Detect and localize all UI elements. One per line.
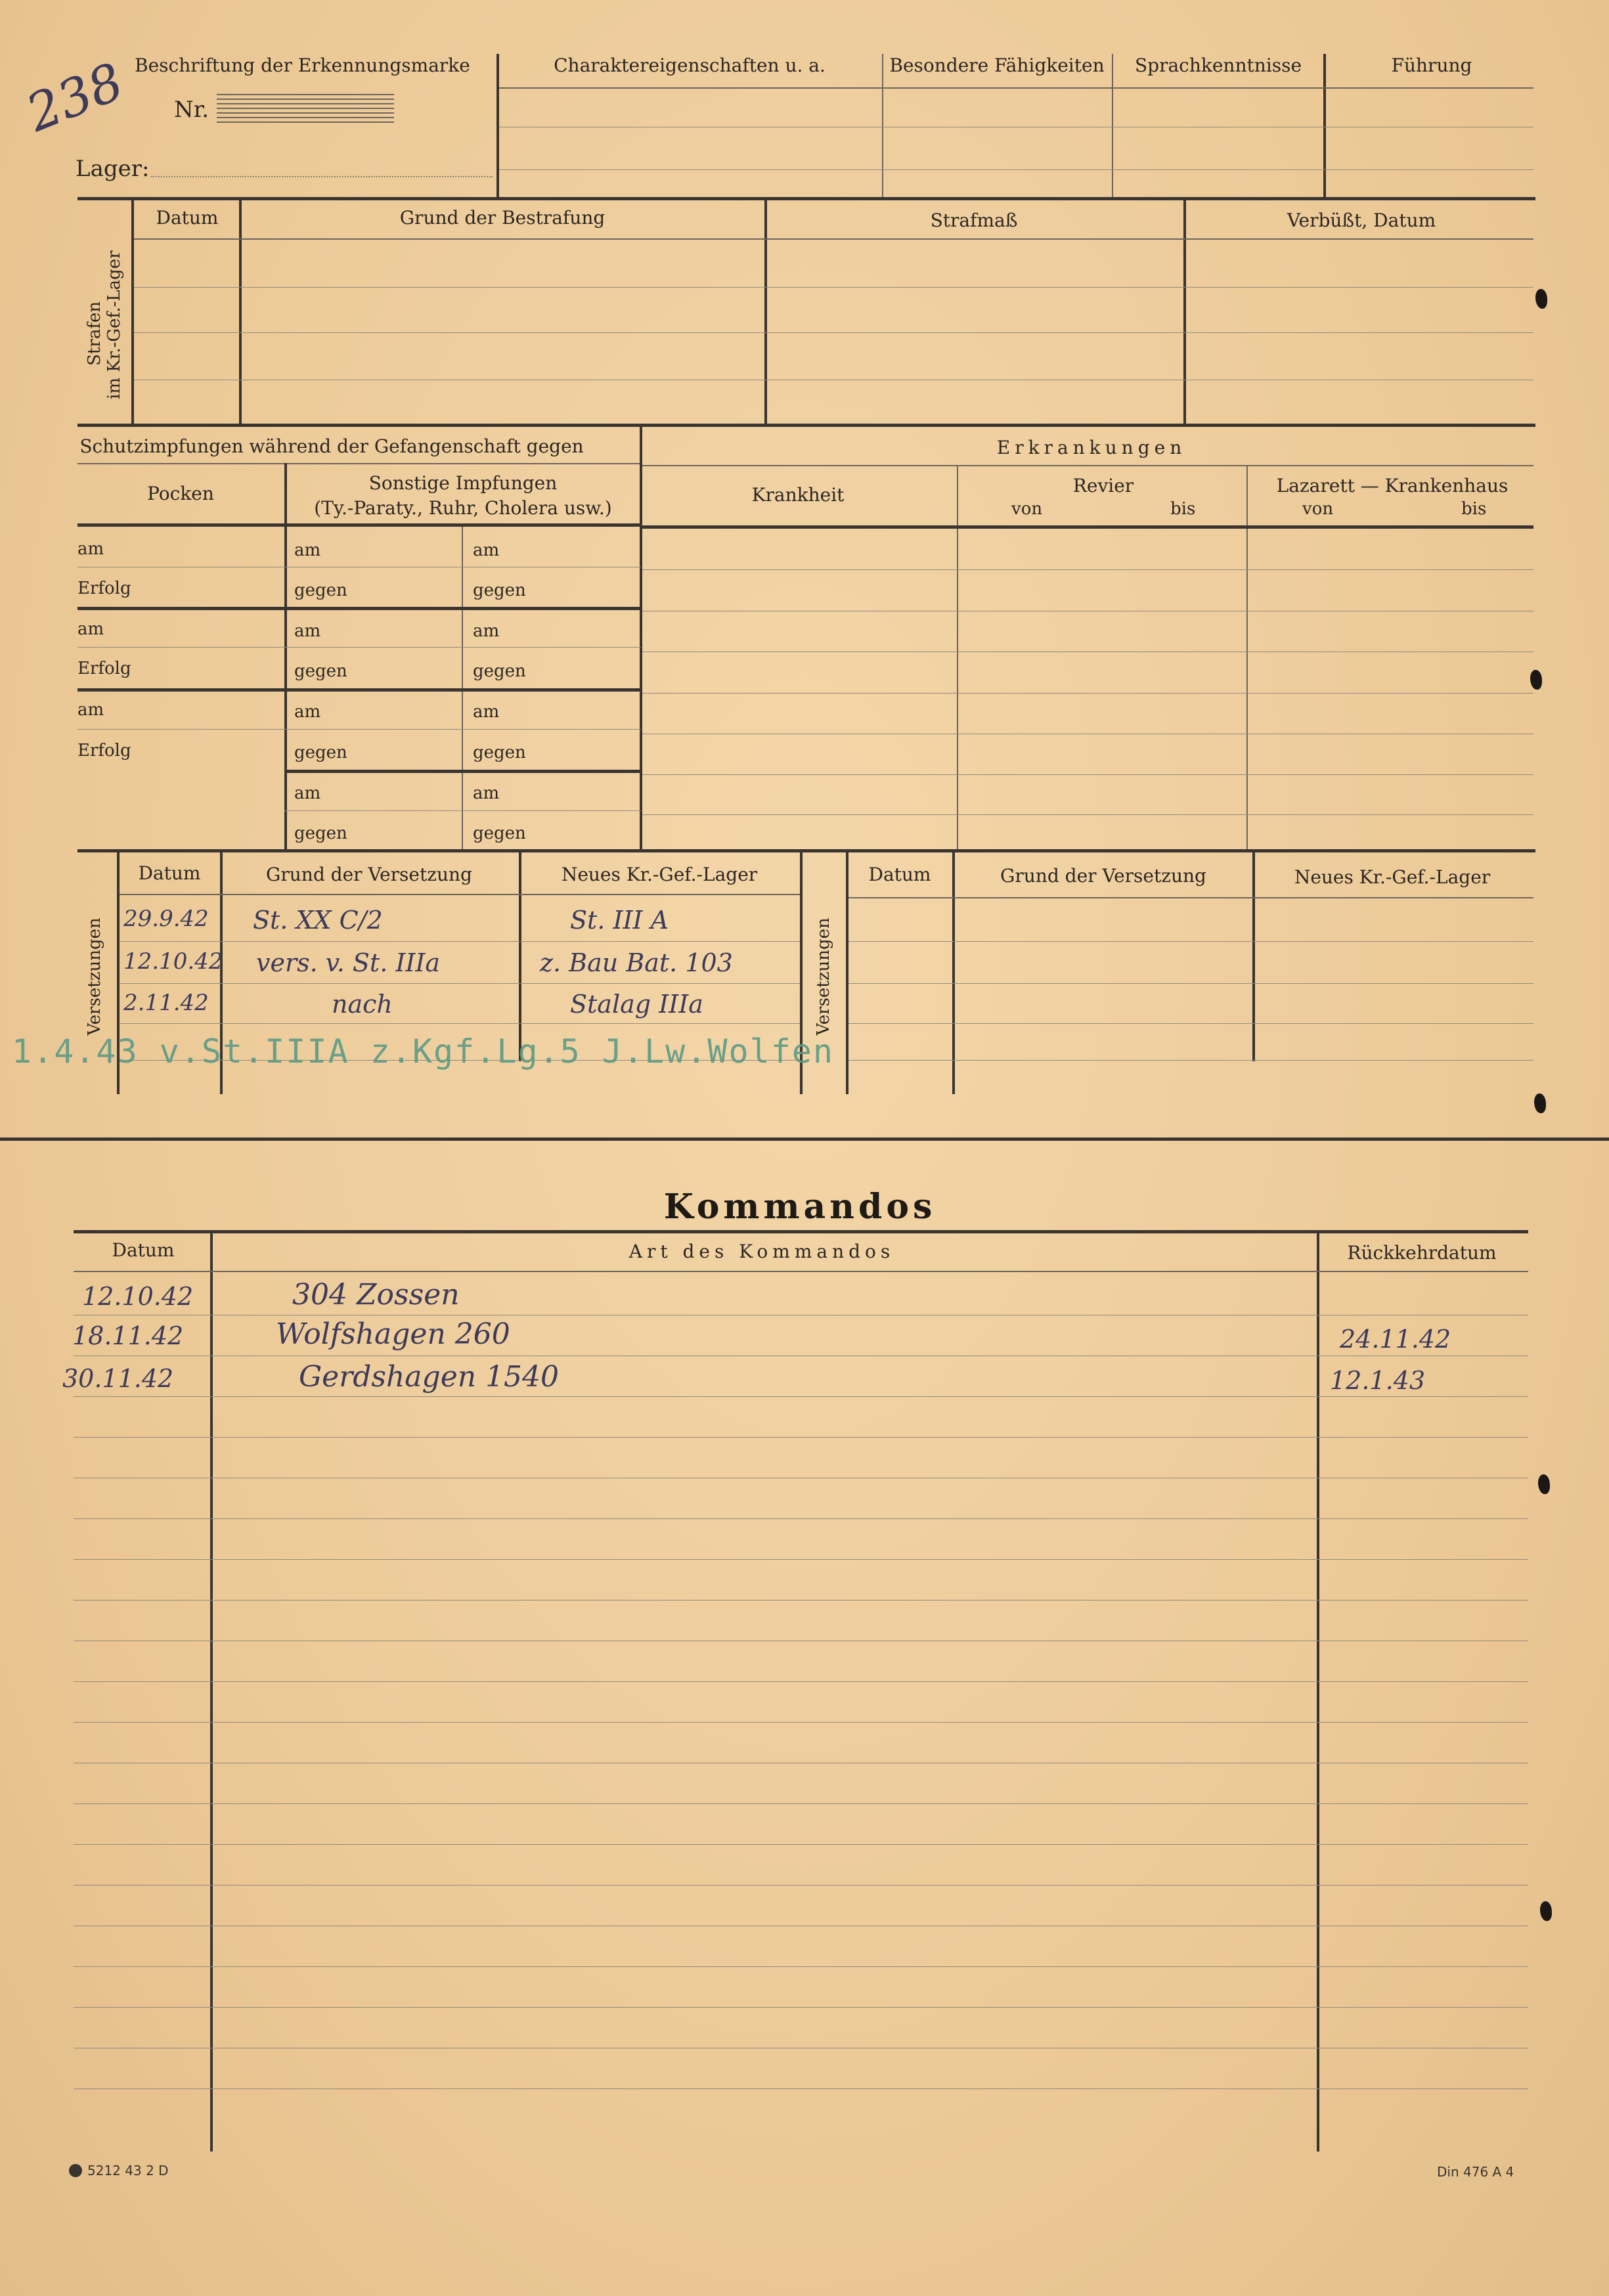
kommando-row-line [74, 1885, 1528, 1886]
vers-entry-1-lager: z. Bau Bat. 103 [540, 948, 733, 977]
strafen-col-verbuesst: Verbüßt, Datum [1287, 210, 1436, 231]
kommandos-col-datum: Datum [112, 1239, 175, 1261]
vers-entry-2-date: 2.11.42 [123, 990, 209, 1016]
card-number: 238 [18, 52, 132, 144]
erkrankungen-lazarett: Lazarett — Krankenhaus [1276, 475, 1509, 497]
vers-col-datum-left: Datum [138, 862, 201, 884]
kommando-0-date: 12.10.42 [82, 1282, 194, 1311]
kommando-row-line [74, 1396, 1528, 1397]
kommando-row-line [74, 2088, 1528, 2089]
kommando-1-art: Wolfshagen 260 [276, 1317, 510, 1351]
kommandos-title: Kommandos [663, 1187, 937, 1227]
impf-r5-mid: gegen [294, 743, 347, 762]
erkrankungen-title: Erkrankungen [996, 437, 1187, 458]
punch-hole [1530, 670, 1542, 690]
vers-entry-1-date: 12.10.42 [123, 948, 223, 975]
erkrankungen-revier: Revier [1072, 475, 1134, 497]
impfungen-pocken: Pocken [147, 483, 214, 504]
vers-col-lager-right: Neues Kr.-Gef.-Lager [1294, 866, 1491, 888]
impf-r7-mid: gegen [294, 824, 347, 843]
impf-r0-left: am [77, 539, 104, 559]
vers-col-grund-left: Grund der Versetzung [266, 864, 472, 885]
punch-hole [1535, 289, 1547, 309]
vers-entry-0-lager: St. III A [570, 906, 669, 935]
kommando-1-rueckkehr: 24.11.42 [1340, 1325, 1451, 1354]
lazarett-von: von [1302, 499, 1334, 519]
kommando-row-line [74, 1437, 1528, 1438]
transfer-stamp: 1.4.43 v.St.IIIA z.Kgf.Lg.5 J.Lw.Wolfen [12, 1032, 834, 1071]
impfungen-sonstige-2: (Ty.-Paraty., Ruhr, Cholera usw.) [314, 497, 612, 519]
versetzungen-side-label-left: Versetzungen [85, 917, 105, 1036]
beschriftung-label: Beschriftung der Erkennungsmarke [135, 55, 470, 76]
impf-r2-left: am [77, 619, 104, 639]
lager-field [151, 176, 493, 177]
impfungen-title: Schutzimpfungen während der Gefangenschaft gegen [79, 435, 584, 457]
impf-r4-left: am [77, 700, 104, 720]
strafen-label-2: im Kr.-Gef.-Lager [104, 250, 124, 399]
impf-r6-mid: am [294, 784, 321, 803]
impf-r1-mid: gegen [294, 581, 347, 600]
impf-r4-mid: am [294, 702, 321, 722]
kommando-row-line [74, 1844, 1528, 1845]
printer-logo-icon [69, 2164, 82, 2177]
vers-entry-1-grund: vers. v. St. IIIa [256, 948, 441, 977]
vers-col-lager-left: Neues Kr.-Gef.-Lager [561, 864, 758, 885]
impf-r2-mid: am [294, 621, 321, 641]
impf-r1-left: Erfolg [77, 579, 131, 598]
vers-entry-0-date: 29.9.42 [123, 906, 209, 932]
impf-r0-right: am [473, 541, 500, 560]
kommandos-col-art: Art des Kommandos [628, 1241, 895, 1262]
versetzungen-side-label-right: Versetzungen [814, 917, 834, 1036]
print-code [69, 2164, 169, 2177]
kommando-row-line [74, 2007, 1528, 2008]
col-sprachkenntnisse: Sprachkenntnisse [1134, 55, 1302, 76]
kommando-row-line [74, 1722, 1528, 1723]
punch-hole [1540, 1901, 1552, 1921]
strafen-col-grund: Grund der Bestrafung [399, 207, 606, 229]
impf-r5-left: Erfolg [77, 741, 131, 761]
impf-r1-right: gegen [473, 581, 526, 600]
impf-r5-right: gegen [473, 743, 526, 762]
col-fuehrung: Führung [1391, 55, 1472, 76]
kommando-row-line [74, 1518, 1528, 1519]
kommando-row-line [74, 1803, 1528, 1804]
kommando-0-art: 304 Zossen [292, 1278, 460, 1312]
strafen-col-datum: Datum [156, 207, 219, 229]
vers-col-grund-right: Grund der Versetzung [1000, 865, 1206, 887]
impf-r4-right: am [473, 702, 500, 722]
impf-r7-right: gegen [473, 824, 526, 843]
impfungen-sonstige-1: Sonstige Impfungen [368, 472, 558, 494]
impf-r0-mid: am [294, 541, 321, 560]
kommando-2-rueckkehr: 12.1.43 [1330, 1366, 1426, 1395]
nr-label: Nr. [174, 97, 209, 123]
vers-col-datum-right: Datum [868, 864, 931, 885]
vers-entry-0-grund: St. XX C/2 [253, 906, 383, 935]
col-charakter: Charaktereigenschaften u. a. [554, 55, 826, 76]
kommando-row-line [74, 1600, 1528, 1601]
vers-entry-2-lager: Stalag IIIa [570, 990, 703, 1019]
vers-entry-2-grund: nach [332, 990, 393, 1019]
kommando-row-line [74, 1966, 1528, 1967]
impf-r3-mid: gegen [294, 661, 347, 681]
strafen-col-strafmass: Strafmaß [930, 210, 1018, 231]
kommandos-col-rueckkehr: Rückkehrdatum [1347, 1242, 1497, 1264]
strafen-side-label [85, 250, 125, 399]
punch-hole [1538, 1474, 1550, 1494]
kommando-row-line [74, 1559, 1528, 1560]
kommando-2-date: 30.11.42 [62, 1364, 174, 1393]
impf-r2-right: am [473, 621, 500, 641]
punch-hole [1534, 1093, 1546, 1113]
erkrankungen-krankheit: Krankheit [751, 484, 845, 506]
revier-bis: bis [1170, 499, 1196, 519]
print-code-text: 5212 43 2 D [87, 2163, 169, 2178]
kommando-row-line [74, 1681, 1528, 1682]
col-faehigkeiten: Besondere Fähigkeiten [889, 55, 1105, 76]
impf-r3-left: Erfolg [77, 659, 131, 678]
nr-field-lines [217, 94, 394, 125]
kommando-1-date: 18.11.42 [72, 1321, 184, 1350]
din-label: Din 476 A 4 [1437, 2164, 1514, 2180]
impf-r6-right: am [473, 784, 500, 803]
kommando-2-art: Gerdshagen 1540 [299, 1360, 560, 1394]
impf-r3-right: gegen [473, 661, 526, 681]
lazarett-bis: bis [1461, 499, 1487, 519]
lager-label: Lager: [76, 156, 150, 182]
strafen-label-1: Strafen [85, 301, 105, 366]
revier-von: von [1011, 499, 1043, 519]
